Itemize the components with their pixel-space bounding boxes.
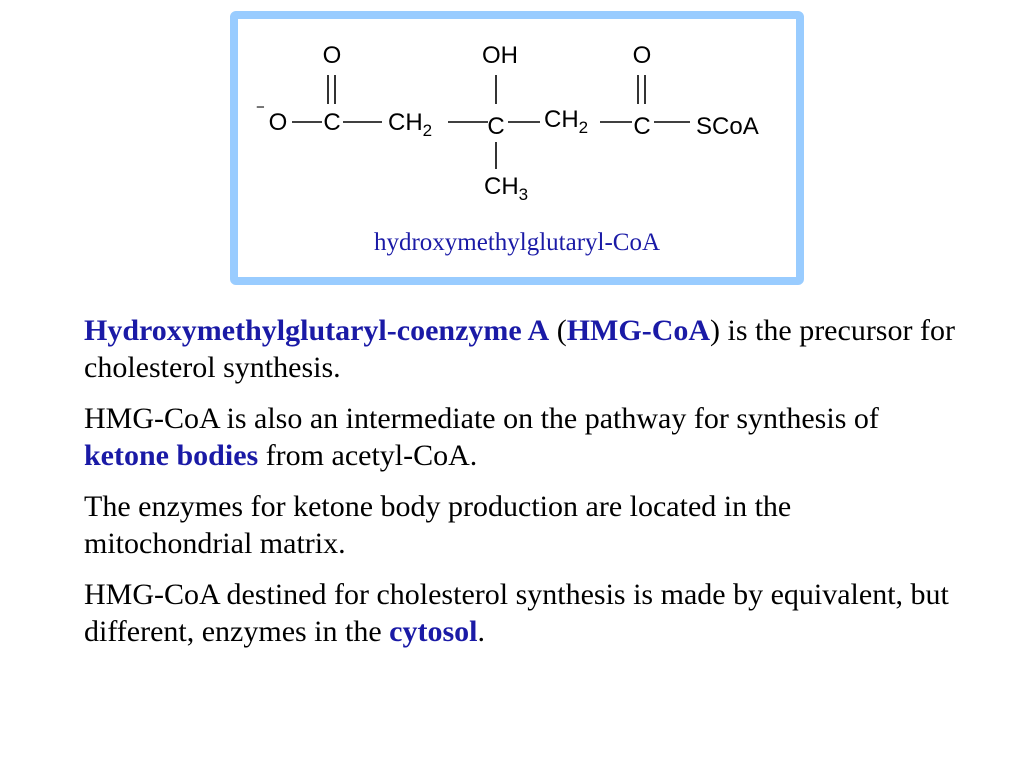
open-paren: (: [549, 314, 567, 347]
methyl-group: [484, 173, 528, 204]
methyl-subscript: 3: [518, 185, 529, 204]
paragraph-4-text-b: .: [477, 615, 485, 648]
carbonyl-oxygen-right: O: [632, 42, 652, 69]
methylene-left: [388, 109, 432, 140]
paragraph-4-text-a: HMG-CoA destined for cholesterol synthesis is made by equivalent, but different, enzymes in the: [84, 578, 949, 648]
methylene-left-subscript: 2: [422, 121, 433, 140]
hydroxyl-group: OH: [482, 42, 518, 69]
methylene-left-ch: CH: [388, 109, 423, 136]
methylene-right-subscript: 2: [578, 118, 589, 137]
carbon-5: C: [633, 113, 651, 140]
methyl-ch: CH: [484, 173, 519, 200]
methylene-right-ch: CH: [544, 106, 579, 133]
carbon-3: C: [487, 113, 505, 140]
cytosol-term: cytosol: [389, 615, 478, 648]
paragraph-1-rest: is the precursor for cholesterol synthesis.: [84, 314, 955, 384]
paragraph-2-text-b: from acetyl-CoA.: [258, 439, 478, 472]
paragraph-4: [84, 576, 964, 650]
methylene-right: [544, 106, 588, 137]
negative-charge: −: [256, 99, 265, 116]
structure-caption: hydroxymethylglutaryl-CoA: [373, 229, 661, 256]
paragraph-2-text-a: HMG-CoA is also an intermediate on the pathway for synthesis of: [84, 402, 879, 435]
paragraph-2: [84, 400, 964, 474]
paragraph-3: The enzymes for ketone body production are located in the mitochondrial matrix.: [84, 490, 792, 560]
hmg-coa-abbr: HMG-CoA: [566, 314, 711, 347]
body-text: [84, 312, 964, 664]
oxygen-anion: O: [268, 109, 288, 136]
carbon-1: C: [323, 109, 341, 136]
coenzyme-a-thioester: SCoA: [696, 113, 759, 140]
structure-panel: [230, 11, 804, 285]
hmg-coa-term: Hydroxymethylglutaryl-coenzyme A: [84, 314, 550, 347]
carbonyl-oxygen-left: O: [322, 42, 342, 69]
close-paren: ): [710, 314, 721, 347]
ketone-bodies-term: ketone bodies: [84, 439, 259, 472]
paragraph-1: [84, 312, 964, 386]
